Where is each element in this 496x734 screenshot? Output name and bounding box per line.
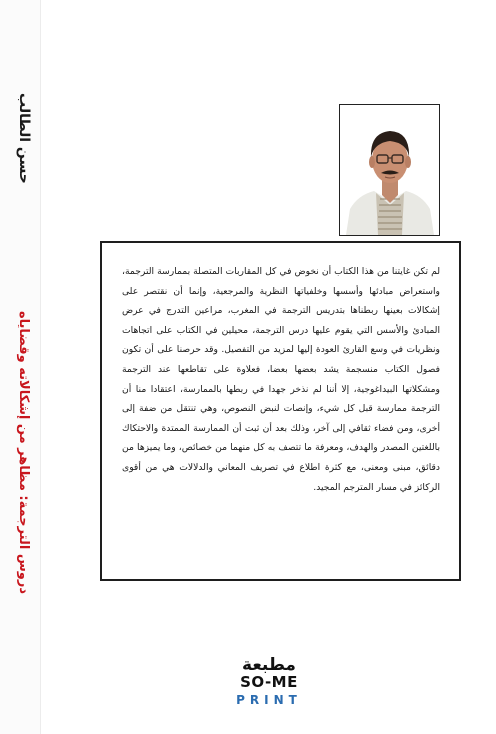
publisher-logo-latin: SO-ME [240, 673, 298, 691]
publisher-logo [223, 656, 315, 708]
spine-author-name: حسن الطالب [16, 92, 32, 184]
author-photo [339, 104, 440, 236]
spine-book-title: دروس الترجمة: مظاهر من إشكالاته وقضاياه [16, 311, 31, 594]
back-cover-blurb-text: لم تكن غايتنا من هذا الكتاب أن نخوض في كل المقاربات المتصلة بممارسة الترجمة، واستعراض مبادئها وأسسها وخلفياتها النظرية والمرجعية، وإنما أن نقتصر على إشكالات بعينها ربطناها بتدريس الترجمة في المغرب، مراعين التدرج في عرض المبادئ والأسس التي يقوم عليها درس الترجمة، محيلين في الكتاب على اتجاهات ونظريات في وسع القارئ العودة إليها لمزيد من التفصيل. وقد حرصنا على أن تكون فصول الكتاب منسجمة يشد بعضها بعضا، فعلاوة على تقاطعها عند الترجمة ومشكلاتها البيداغوجية، إلا أننا لم نذخر جهدا في ربطها بالممارسة، اعتقادا منا أن الترجمة ممارسة قبل كل شيء، وإنصات لنبض النصوص، وهي تنتقل من ضفة إلى أخرى، ومن فضاء ثقافي إلى آخر، وذلك بعد أن ثبت أن الممارسة الممتدة والاحتكاك باللغتين المصدر والهدف، ومعرفة ما تتصف به كل منهما من خصائص، وما يميزها من دقائق، مبنى ومعنى، مع كثرة اطلاع في تصريف المعاني والدلالات هي من أقوى الركائز في مسار المترجم المجيد. [122, 266, 440, 493]
book-spine [0, 0, 41, 734]
publisher-logo-print: PRINT [236, 693, 302, 707]
back-cover-blurb-box [100, 241, 461, 581]
publisher-logo-arabic: مطبعة [242, 655, 296, 675]
author-portrait-image [340, 105, 439, 235]
